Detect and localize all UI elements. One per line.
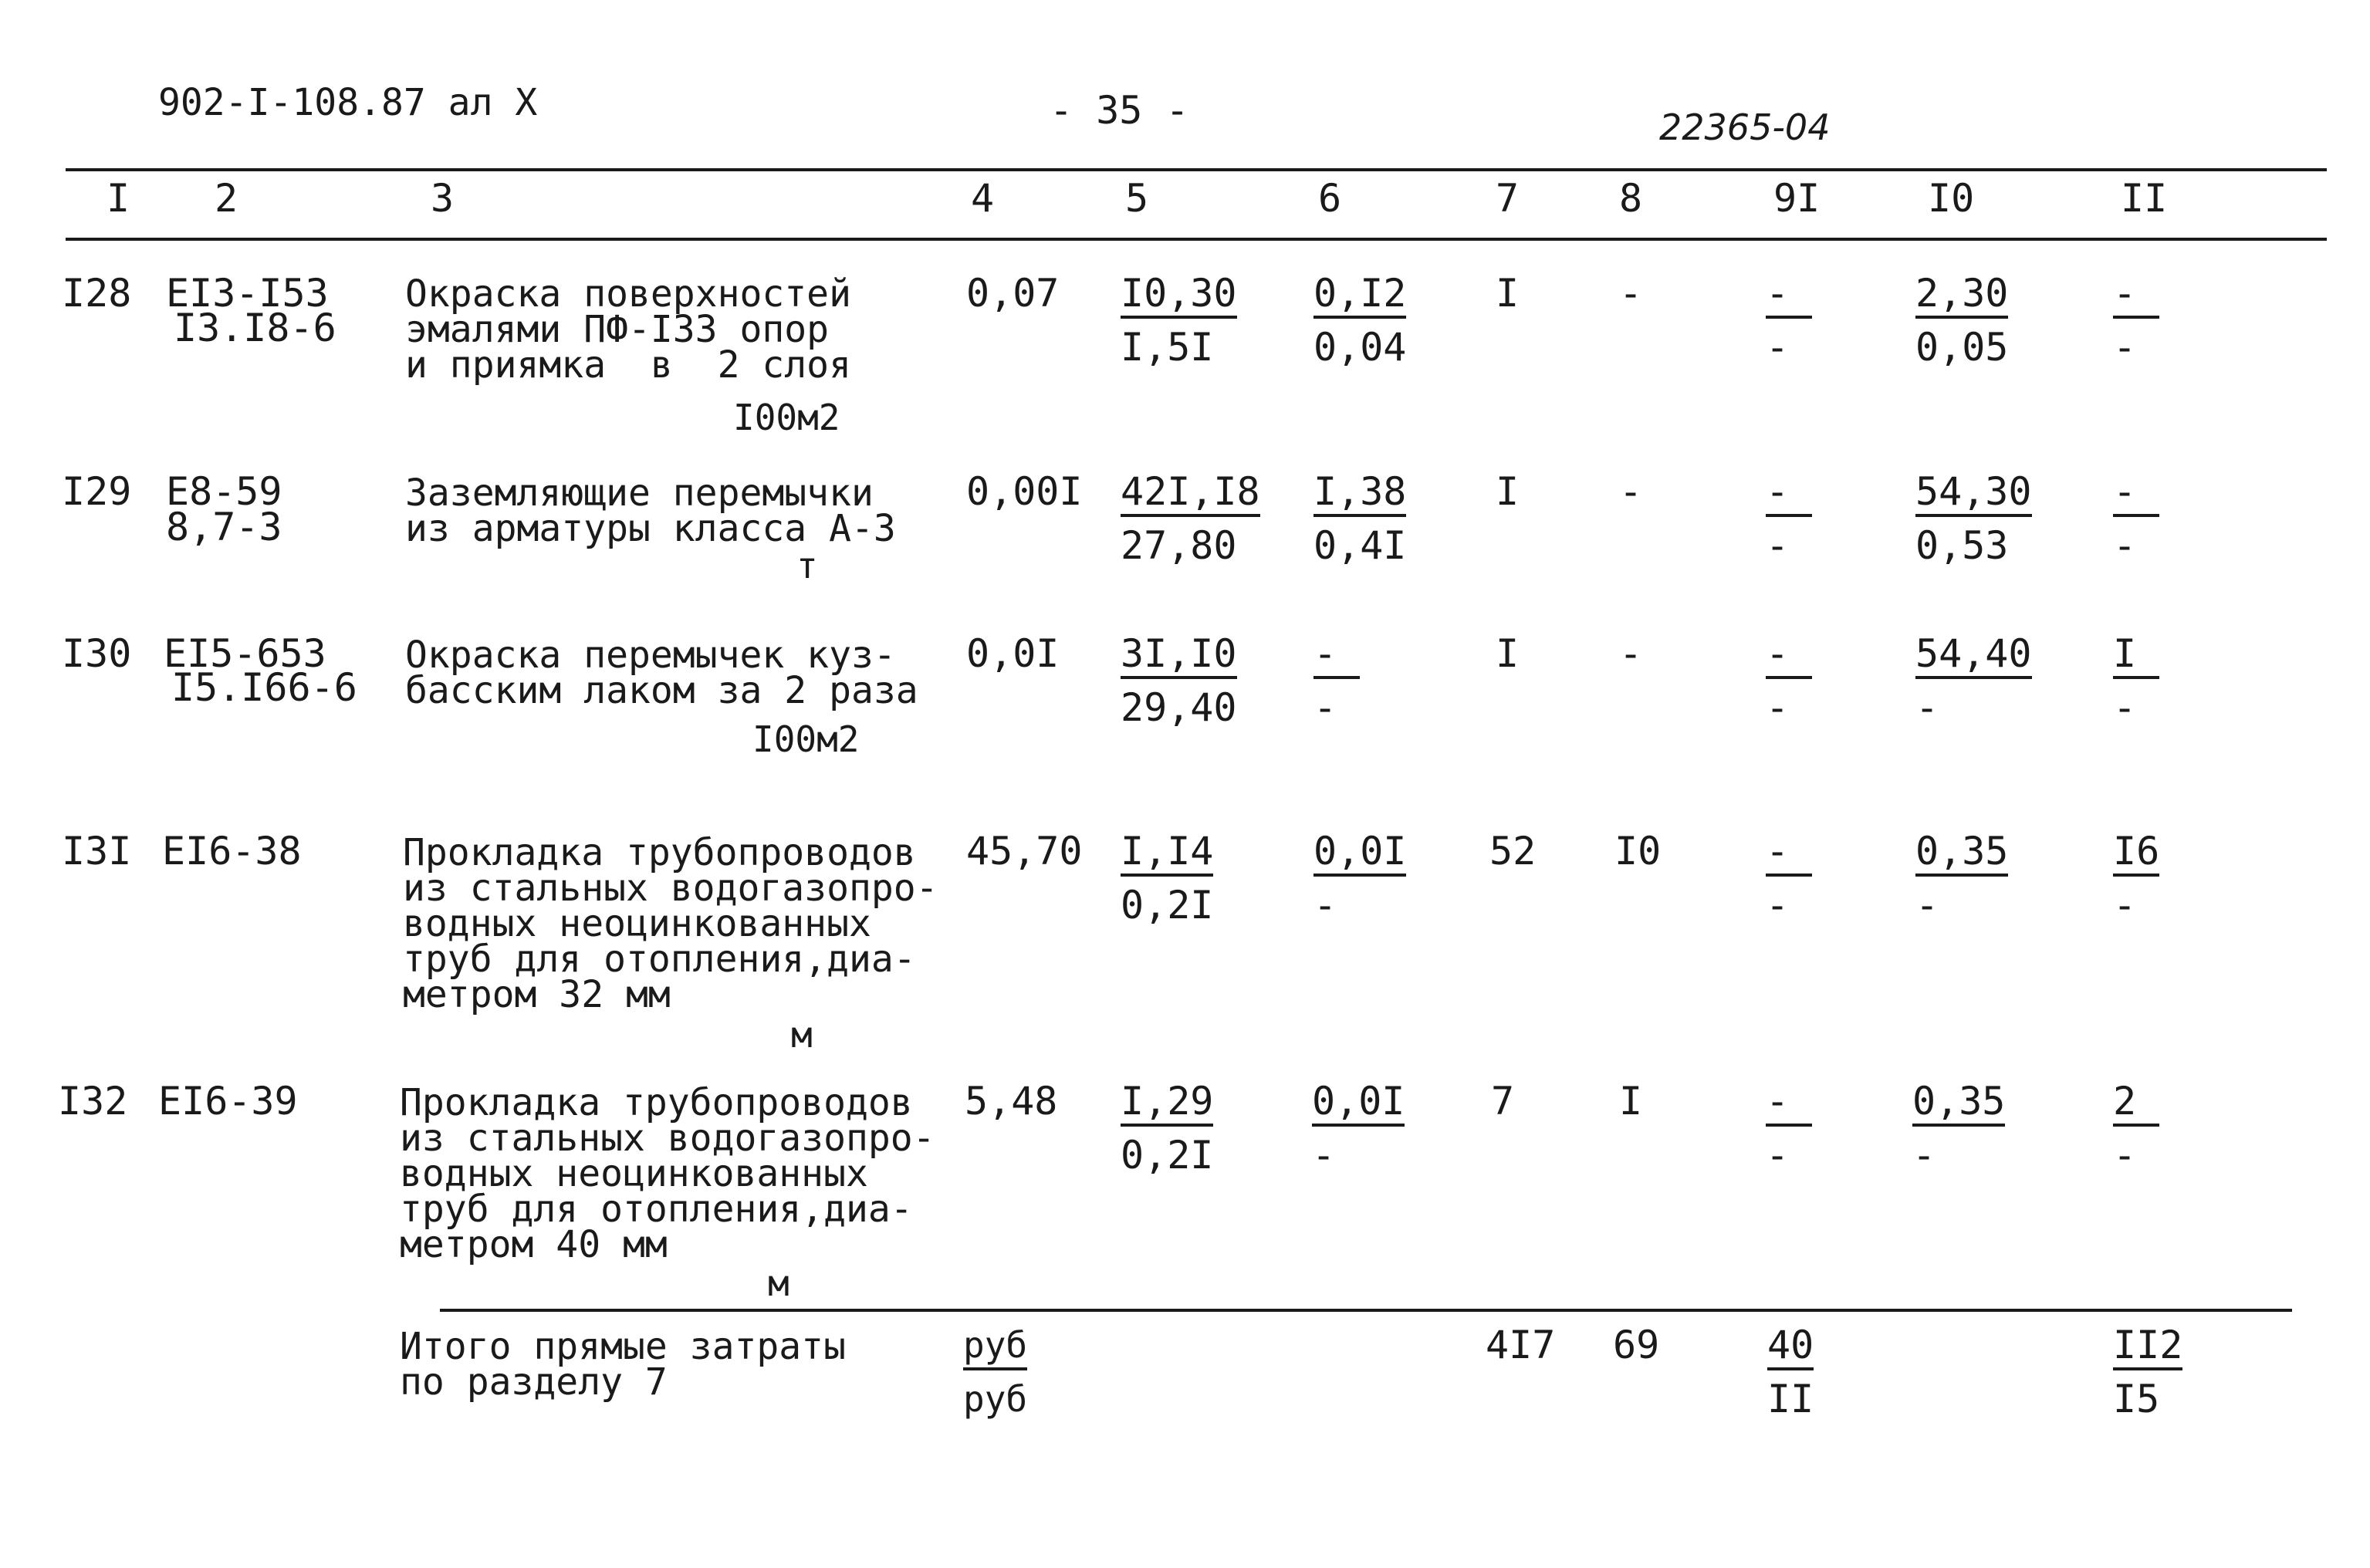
row-col7: I	[1496, 469, 1520, 514]
fraction-denominator: -	[1766, 325, 1790, 370]
fraction-numerator: I,I4	[1121, 832, 1213, 877]
col-header-8: 8	[1619, 176, 1643, 221]
fraction-denominator: -	[2113, 1133, 2137, 1178]
row-description-line: из арматуры класса А-3	[405, 507, 896, 550]
row-cost-col5	[1121, 271, 1237, 370]
row-col8: -	[1619, 469, 1643, 514]
fraction-numerator: I	[2113, 634, 2159, 679]
fraction-numerator: 3I,I0	[1121, 634, 1237, 679]
fraction-denominator: 0,4I	[1313, 523, 1407, 568]
total-rule	[440, 1309, 2292, 1312]
col-header-7: 7	[1496, 176, 1520, 221]
fraction-numerator: -	[2113, 472, 2159, 517]
fraction-numerator: 0,0I	[1313, 832, 1406, 877]
fraction-denominator: 0,2I	[1121, 883, 1214, 928]
fraction-denominator: -	[2113, 523, 2137, 568]
col-header-5: 5	[1125, 176, 1149, 221]
row-col8: -	[1619, 631, 1643, 676]
fraction-numerator: I6	[2113, 832, 2159, 877]
row-description-line: из стальных водогазопро-	[403, 867, 938, 910]
row-description-line: эмалями ПФ-I33 опор	[405, 308, 830, 351]
row-description-line: Окраска перемычек куз-	[405, 634, 896, 677]
fraction-numerator: 54,40	[1915, 634, 2032, 679]
fraction-numerator: -	[1313, 634, 1360, 679]
fraction-denominator: 0,05	[1915, 325, 2009, 370]
row-code: E8-59	[166, 469, 282, 514]
row-code: EI5-653	[164, 631, 326, 676]
row-code-secondary: I3.I8-6	[174, 306, 336, 350]
row-description-line: метром 40 мм	[400, 1223, 668, 1266]
row-description-line: из стальных водогазопро-	[400, 1117, 935, 1160]
fraction-denominator: 0,2I	[1121, 1133, 1214, 1178]
row-code: EI6-38	[162, 829, 302, 874]
row-cost-col6	[1313, 631, 1360, 730]
row-code: EI6-39	[158, 1079, 298, 1124]
stamp-number: 22365-04	[1659, 106, 1831, 148]
fraction-denominator: -	[1766, 685, 1790, 730]
row-col11	[2113, 469, 2159, 568]
fraction-denominator: -	[1766, 883, 1790, 928]
fraction-numerator: -	[1766, 274, 1812, 319]
row-col7: I	[1496, 631, 1520, 676]
row-col7: 7	[1491, 1079, 1515, 1124]
row-code: EI3-I53	[166, 271, 329, 316]
fraction-denominator: 0,53	[1915, 523, 2009, 568]
fraction-numerator: 0,I2	[1313, 274, 1406, 319]
row-col7: 52	[1489, 829, 1537, 874]
fraction-numerator: 2,30	[1915, 274, 2008, 319]
row-unit: I00м2	[752, 718, 860, 760]
fraction-denominator: II	[1767, 1377, 1814, 1421]
col-header-1: I	[106, 176, 130, 221]
total-col9	[1767, 1323, 1814, 1421]
total-col8: 69	[1613, 1323, 1660, 1367]
row-description-line: водных неоцинкованных	[403, 902, 871, 945]
fraction-denominator: 29,40	[1121, 685, 1237, 730]
fraction-denominator: -	[2113, 685, 2137, 730]
row-col11	[2113, 271, 2159, 370]
fraction-numerator: 2	[2113, 1082, 2159, 1127]
fraction-numerator: I,38	[1313, 472, 1406, 517]
row-col9	[1766, 829, 1812, 928]
fraction-denominator: I5	[2113, 1377, 2160, 1421]
col-header-4: 4	[971, 176, 995, 221]
row-col10	[1915, 631, 2032, 730]
fraction-numerator: 54,30	[1915, 472, 2032, 517]
fraction-numerator: 42I,I8	[1121, 472, 1260, 517]
row-col8: -	[1619, 271, 1643, 316]
row-code-secondary: 8,7-3	[166, 505, 282, 549]
row-col11	[2113, 1079, 2159, 1178]
row-number: I30	[62, 631, 132, 676]
row-cost-col5	[1121, 1079, 1214, 1178]
col-header-3: 3	[431, 176, 455, 221]
fraction-numerator: -	[1766, 634, 1812, 679]
fraction-numerator: 0,0I	[1312, 1082, 1405, 1127]
row-col10	[1915, 469, 2032, 568]
fraction-numerator: I,29	[1121, 1082, 1213, 1127]
row-quantity: 0,00I	[966, 469, 1083, 514]
row-unit: м	[791, 1014, 813, 1056]
row-cost-col5	[1121, 829, 1214, 928]
col-header-2: 2	[215, 176, 238, 221]
row-unit: м	[768, 1262, 789, 1304]
fraction-numerator: II2	[2113, 1326, 2182, 1370]
row-description-line: Заземляющие перемычки	[405, 471, 874, 515]
row-description-line: Прокладка трубопроводов	[400, 1081, 913, 1124]
row-cost-col5	[1121, 631, 1237, 730]
row-cost-col6	[1313, 469, 1407, 568]
fraction-denominator: -	[1312, 1133, 1336, 1178]
col-header-11: II	[2121, 176, 2168, 221]
row-description-line: Прокладка трубопроводов	[403, 831, 916, 874]
row-col9	[1766, 1079, 1812, 1178]
fraction-denominator: -	[1915, 685, 1939, 730]
row-number: I29	[62, 469, 132, 514]
fraction-denominator: -	[1766, 523, 1790, 568]
row-unit: I00м2	[733, 397, 840, 438]
fraction-denominator: 0,04	[1313, 325, 1407, 370]
row-description-line: водных неоцинкованных	[400, 1152, 868, 1195]
row-number: I28	[62, 271, 132, 316]
row-description-line: и приямка в 2 слоя	[405, 343, 851, 387]
fraction-denominator: -	[2113, 325, 2137, 370]
fraction-numerator: -	[1766, 1082, 1812, 1127]
row-cost-col6	[1312, 1079, 1405, 1178]
table-top-rule	[66, 168, 2327, 171]
fraction-denominator: -	[2113, 883, 2137, 928]
header-bottom-rule	[66, 238, 2327, 241]
row-cost-col6	[1313, 271, 1407, 370]
row-col9	[1766, 469, 1812, 568]
row-quantity: 45,70	[966, 829, 1083, 874]
total-label-line: Итого прямые затраты	[400, 1325, 846, 1368]
row-quantity: 5,48	[965, 1079, 1058, 1124]
fraction-numerator: I0,30	[1121, 274, 1237, 319]
row-description-line: басским лаком за 2 раза	[405, 669, 918, 712]
page-number: - 35 -	[1050, 88, 1189, 133]
row-col9	[1766, 271, 1812, 370]
doc-code: 902-I-108.87 ал X	[158, 81, 538, 124]
fraction-numerator: -	[1766, 472, 1812, 517]
row-description-line: труб для отопления,диа-	[403, 938, 916, 981]
fraction-denominator: -	[1766, 1133, 1790, 1178]
fraction-denominator: 27,80	[1121, 523, 1237, 568]
row-col7: I	[1496, 271, 1520, 316]
col-header-10: I0	[1928, 176, 1975, 221]
row-number: I32	[58, 1079, 128, 1124]
total-col11	[2113, 1323, 2183, 1421]
row-col9	[1766, 631, 1812, 730]
fraction-denominator: -	[1912, 1133, 1936, 1178]
row-number: I3I	[62, 829, 132, 874]
row-code-secondary: I5.I66-6	[171, 665, 357, 710]
row-unit: т	[796, 545, 818, 586]
row-col10	[1915, 271, 2009, 370]
row-description-line: метром 32 мм	[403, 973, 671, 1016]
row-description-line: труб для отопления,диа-	[400, 1188, 913, 1231]
row-col11	[2113, 829, 2160, 928]
col-header-9: 9I	[1773, 176, 1821, 221]
row-col11	[2113, 631, 2159, 730]
fraction-numerator: 40	[1767, 1326, 1814, 1370]
total-col7: 4I7	[1486, 1323, 1556, 1367]
col-header-6: 6	[1318, 176, 1342, 221]
row-col8: I0	[1614, 829, 1662, 874]
row-col8: I	[1619, 1079, 1643, 1124]
row-cost-col5	[1121, 469, 1260, 568]
fraction-numerator: -	[1766, 832, 1812, 877]
row-col10	[1915, 829, 2009, 928]
fraction-numerator: 0,35	[1915, 832, 2008, 877]
fraction-numerator: руб	[963, 1326, 1027, 1370]
row-cost-col6	[1313, 829, 1407, 928]
total-label-line: по разделу 7	[400, 1360, 668, 1404]
row-quantity: 0,07	[966, 271, 1060, 316]
total-unit	[963, 1326, 1027, 1418]
row-col10	[1912, 1079, 2006, 1178]
fraction-denominator: -	[1313, 883, 1337, 928]
fraction-denominator: руб	[963, 1378, 1028, 1420]
fraction-denominator: -	[1915, 883, 1939, 928]
row-description-line: Окраска поверхностей	[405, 272, 851, 316]
fraction-denominator: -	[1313, 685, 1337, 730]
fraction-numerator: -	[2113, 274, 2159, 319]
fraction-denominator: I,5I	[1121, 325, 1214, 370]
row-quantity: 0,0I	[966, 631, 1060, 676]
fraction-numerator: 0,35	[1912, 1082, 2005, 1127]
